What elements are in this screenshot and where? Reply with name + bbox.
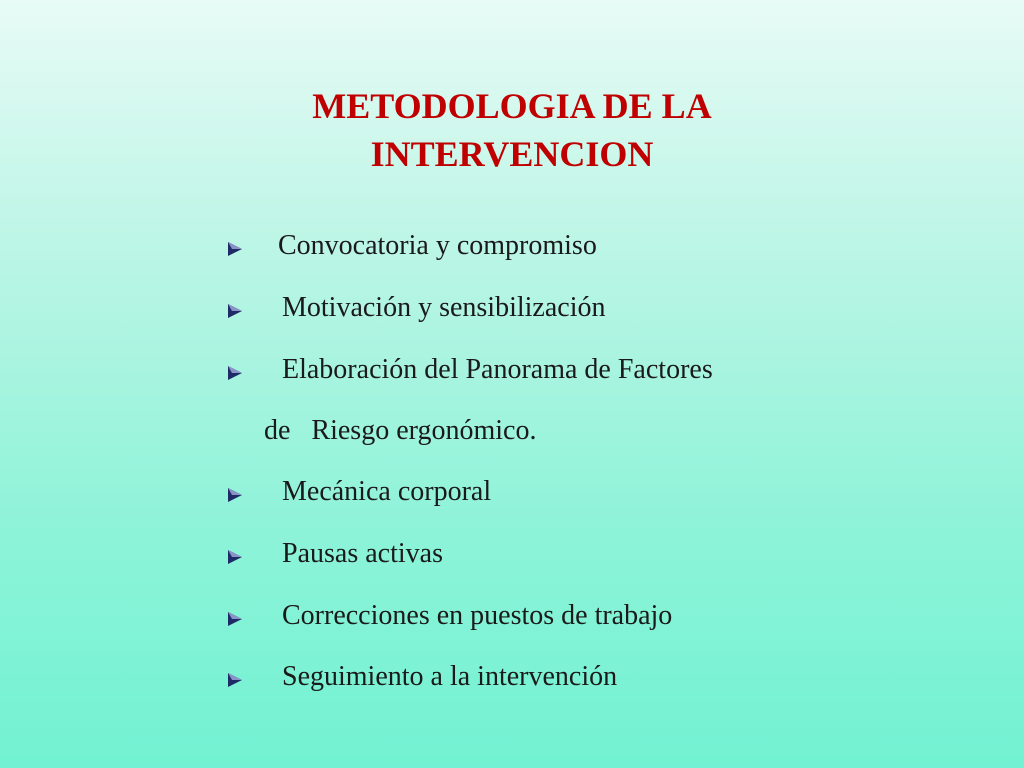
triangle-bullet-icon xyxy=(226,302,244,320)
triangle-bullet-icon xyxy=(226,240,244,258)
triangle-bullet-icon xyxy=(226,486,244,504)
triangle-bullet-icon xyxy=(226,610,244,628)
title-line-2: INTERVENCION xyxy=(370,134,654,174)
list-item-label: Pausas activas xyxy=(282,538,443,569)
list-item xyxy=(226,226,597,266)
list-item-label: Mecánica corporal xyxy=(282,476,492,507)
list-item-label: Elaboración del Panorama de Factores xyxy=(282,354,713,385)
triangle-bullet-icon xyxy=(226,364,244,382)
list-item xyxy=(226,288,606,328)
list-item-label: Correcciones en puestos de trabajo xyxy=(282,600,673,631)
list-item xyxy=(226,596,672,636)
list-item xyxy=(226,534,443,574)
list-item-label: Convocatoria y compromiso xyxy=(278,230,597,261)
list-item-continuation: de Riesgo ergonómico. xyxy=(264,415,537,446)
triangle-bullet-icon xyxy=(226,548,244,566)
list-item xyxy=(226,657,617,697)
list-item-label: Motivación y sensibilización xyxy=(282,292,606,323)
list-item-label: Seguimiento a la intervención xyxy=(282,661,618,692)
title-line-1: METODOLOGIA DE LA xyxy=(312,86,712,126)
list-item xyxy=(226,472,491,512)
triangle-bullet-icon xyxy=(226,671,244,689)
list-item xyxy=(226,350,713,390)
